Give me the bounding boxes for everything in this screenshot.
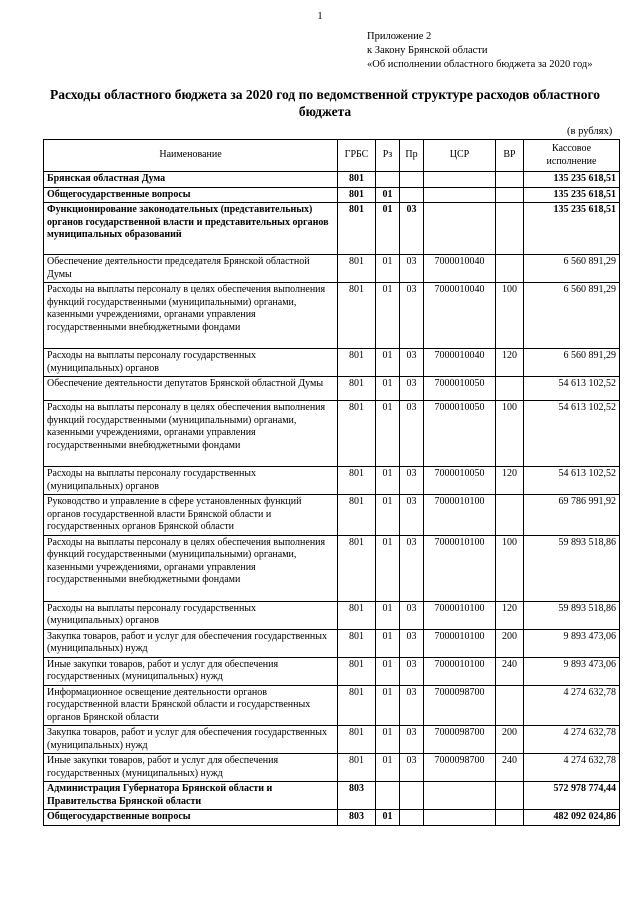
header-name: Наименование (44, 140, 338, 172)
cell-grbs: 801 (338, 754, 376, 782)
cell-grbs: 801 (338, 629, 376, 657)
cell-grbs: 801 (338, 657, 376, 685)
cell-vr: 200 (496, 726, 524, 754)
cell-name: Общегосударственные вопросы (44, 187, 338, 203)
cell-amount: 135 235 618,51 (524, 203, 620, 255)
cell-rz: 01 (376, 601, 400, 629)
table-row (44, 377, 620, 401)
cell-rz: 01 (376, 629, 400, 657)
cell-name: Расходы на выплаты персоналу государственных (муниципальных) органов (44, 601, 338, 629)
cell-name: Функционирование законодательных (представительных) органов государственной власти и представительных органов муниципальных образований (44, 203, 338, 255)
table-row (44, 782, 620, 810)
table-row (44, 754, 620, 782)
table-row (44, 467, 620, 495)
table-row (44, 401, 620, 467)
cell-vr (496, 495, 524, 536)
cell-vr (496, 377, 524, 401)
cell-name: Обеспечение деятельности председателя Брянской областной Думы (44, 255, 338, 283)
cell-rz: 01 (376, 657, 400, 685)
cell-amount: 6 560 891,29 (524, 349, 620, 377)
cell-pr: 03 (400, 377, 424, 401)
table-row (44, 349, 620, 377)
cell-pr: 03 (400, 754, 424, 782)
appendix-line-3: «Об исполнении областного бюджета за 2020 год» (367, 59, 593, 70)
cell-pr: 03 (400, 535, 424, 601)
cell-name: Расходы на выплаты персоналу в целях обеспечения выполнения функций государственными (муниципальными) органами, казенными учреждениями, органами управления государственными внебюджетными фондами (44, 401, 338, 467)
cell-pr (400, 187, 424, 203)
cell-grbs: 801 (338, 203, 376, 255)
cell-rz (376, 782, 400, 810)
table-header-row (44, 140, 620, 172)
cell-csr: 7000010100 (424, 629, 496, 657)
cell-grbs: 801 (338, 172, 376, 188)
cell-name: Расходы на выплаты персоналу государственных (муниципальных) органов (44, 467, 338, 495)
cell-csr: 7000010040 (424, 349, 496, 377)
cell-csr (424, 810, 496, 826)
cell-grbs: 801 (338, 601, 376, 629)
cell-grbs: 801 (338, 685, 376, 726)
cell-amount: 572 978 774,44 (524, 782, 620, 810)
cell-amount: 59 893 518,86 (524, 535, 620, 601)
cell-pr: 03 (400, 349, 424, 377)
cell-vr (496, 685, 524, 726)
cell-vr (496, 203, 524, 255)
cell-pr: 03 (400, 401, 424, 467)
cell-vr (496, 187, 524, 203)
cell-pr: 03 (400, 726, 424, 754)
cell-pr (400, 810, 424, 826)
cell-grbs: 801 (338, 349, 376, 377)
cell-name: Обеспечение деятельности депутатов Брянской областной Думы (44, 377, 338, 401)
cell-vr (496, 782, 524, 810)
cell-vr (496, 172, 524, 188)
cell-amount: 69 786 991,92 (524, 495, 620, 536)
cell-grbs: 801 (338, 377, 376, 401)
cell-name: Брянская областная Дума (44, 172, 338, 188)
cell-grbs: 801 (338, 401, 376, 467)
cell-name: Расходы на выплаты персоналу в целях обеспечения выполнения функций государственными (муниципальными) органами, казенными учреждениями, органами управления государственными внебюджетными фондами (44, 283, 338, 349)
cell-rz: 01 (376, 810, 400, 826)
cell-vr: 120 (496, 349, 524, 377)
cell-amount: 6 560 891,29 (524, 283, 620, 349)
table-row (44, 629, 620, 657)
table-row (44, 255, 620, 283)
page-number: 1 (317, 10, 323, 22)
header-csr: ЦСР (424, 140, 496, 172)
cell-vr: 100 (496, 401, 524, 467)
cell-rz: 01 (376, 685, 400, 726)
cell-pr: 03 (400, 255, 424, 283)
table-row (44, 203, 620, 255)
units-label: (в рублях) (567, 126, 613, 137)
cell-amount: 6 560 891,29 (524, 255, 620, 283)
cell-rz: 01 (376, 187, 400, 203)
cell-csr: 7000010100 (424, 601, 496, 629)
cell-name: Расходы на выплаты персоналу государственных (муниципальных) органов (44, 349, 338, 377)
cell-name: Закупка товаров, работ и услуг для обеспечения государственных (муниципальных) нужд (44, 726, 338, 754)
cell-pr: 03 (400, 467, 424, 495)
cell-csr: 7000098700 (424, 754, 496, 782)
cell-pr: 03 (400, 601, 424, 629)
cell-pr: 03 (400, 203, 424, 255)
cell-csr: 7000010040 (424, 283, 496, 349)
cell-vr (496, 810, 524, 826)
cell-pr: 03 (400, 685, 424, 726)
cell-csr (424, 187, 496, 203)
appendix-note (367, 30, 593, 72)
cell-vr: 120 (496, 467, 524, 495)
cell-grbs: 801 (338, 187, 376, 203)
cell-rz: 01 (376, 401, 400, 467)
cell-amount: 9 893 473,06 (524, 657, 620, 685)
cell-pr: 03 (400, 495, 424, 536)
table-row (44, 535, 620, 601)
table-row (44, 172, 620, 188)
cell-csr: 7000010050 (424, 401, 496, 467)
cell-amount: 9 893 473,06 (524, 629, 620, 657)
cell-rz: 01 (376, 203, 400, 255)
cell-name: Расходы на выплаты персоналу в целях обеспечения выполнения функций государственными (муниципальными) органами, казенными учреждениями, органами управления государственными внебюджетными фондами (44, 535, 338, 601)
table-row (44, 601, 620, 629)
cell-amount: 59 893 518,86 (524, 601, 620, 629)
cell-pr: 03 (400, 629, 424, 657)
cell-grbs: 801 (338, 255, 376, 283)
cell-csr (424, 782, 496, 810)
header-grbs: ГРБС (338, 140, 376, 172)
cell-grbs: 801 (338, 283, 376, 349)
cell-pr: 03 (400, 657, 424, 685)
cell-csr: 7000010050 (424, 377, 496, 401)
cell-vr: 120 (496, 601, 524, 629)
cell-rz: 01 (376, 495, 400, 536)
cell-rz: 01 (376, 377, 400, 401)
cell-vr: 100 (496, 535, 524, 601)
cell-amount: 54 613 102,52 (524, 377, 620, 401)
cell-name: Общегосударственные вопросы (44, 810, 338, 826)
table-row (44, 726, 620, 754)
cell-name: Иные закупки товаров, работ и услуг для обеспечения государственных (муниципальных) нужд (44, 754, 338, 782)
cell-pr (400, 172, 424, 188)
cell-pr (400, 782, 424, 810)
header-pr: Пр (400, 140, 424, 172)
cell-rz: 01 (376, 283, 400, 349)
appendix-line-2: к Закону Брянской области (367, 45, 488, 56)
budget-table (43, 139, 620, 826)
cell-csr: 7000098700 (424, 726, 496, 754)
table-row (44, 283, 620, 349)
cell-csr (424, 203, 496, 255)
cell-csr: 7000098700 (424, 685, 496, 726)
cell-grbs: 801 (338, 495, 376, 536)
cell-vr: 100 (496, 283, 524, 349)
cell-csr (424, 172, 496, 188)
cell-amount: 4 274 632,78 (524, 685, 620, 726)
cell-pr: 03 (400, 283, 424, 349)
cell-amount: 54 613 102,52 (524, 467, 620, 495)
cell-rz (376, 172, 400, 188)
header-rz: Рз (376, 140, 400, 172)
cell-vr: 200 (496, 629, 524, 657)
cell-csr: 7000010100 (424, 657, 496, 685)
cell-name: Руководство и управление в сфере установленных функций органов государственной власти Брянской области и государственных органов Брянской области (44, 495, 338, 536)
cell-rz: 01 (376, 726, 400, 754)
cell-csr: 7000010050 (424, 467, 496, 495)
cell-amount: 135 235 618,51 (524, 187, 620, 203)
cell-csr: 7000010040 (424, 255, 496, 283)
cell-grbs: 801 (338, 467, 376, 495)
cell-rz: 01 (376, 467, 400, 495)
cell-rz: 01 (376, 754, 400, 782)
cell-amount: 54 613 102,52 (524, 401, 620, 467)
cell-amount: 135 235 618,51 (524, 172, 620, 188)
table-body (44, 172, 620, 826)
table-row (44, 187, 620, 203)
table-row (44, 810, 620, 826)
cell-name: Информационное освещение деятельности органов государственной власти Брянской области и государственных органов Брянской области (44, 685, 338, 726)
cell-amount: 4 274 632,78 (524, 754, 620, 782)
cell-grbs: 801 (338, 726, 376, 754)
table-row (44, 685, 620, 726)
cell-amount: 482 092 024,86 (524, 810, 620, 826)
cell-name: Закупка товаров, работ и услуг для обеспечения государственных (муниципальных) нужд (44, 629, 338, 657)
cell-name: Иные закупки товаров, работ и услуг для обеспечения государственных (муниципальных) нужд (44, 657, 338, 685)
header-vr: ВР (496, 140, 524, 172)
cell-csr: 7000010100 (424, 495, 496, 536)
cell-vr (496, 255, 524, 283)
cell-grbs: 801 (338, 535, 376, 601)
cell-amount: 4 274 632,78 (524, 726, 620, 754)
cell-vr: 240 (496, 657, 524, 685)
table-row (44, 495, 620, 536)
cell-csr: 7000010100 (424, 535, 496, 601)
cell-rz: 01 (376, 535, 400, 601)
table-row (44, 657, 620, 685)
cell-vr: 240 (496, 754, 524, 782)
cell-rz: 01 (376, 349, 400, 377)
document-title: Расходы областного бюджета за 2020 год по ведомственной структуре расходов областного бюджета (49, 87, 601, 119)
cell-grbs: 803 (338, 810, 376, 826)
header-amount: Кассовое исполнение (524, 140, 620, 172)
cell-name: Администрация Губернатора Брянской области и Правительства Брянской области (44, 782, 338, 810)
cell-rz: 01 (376, 255, 400, 283)
appendix-line-1: Приложение 2 (367, 31, 432, 42)
cell-grbs: 803 (338, 782, 376, 810)
